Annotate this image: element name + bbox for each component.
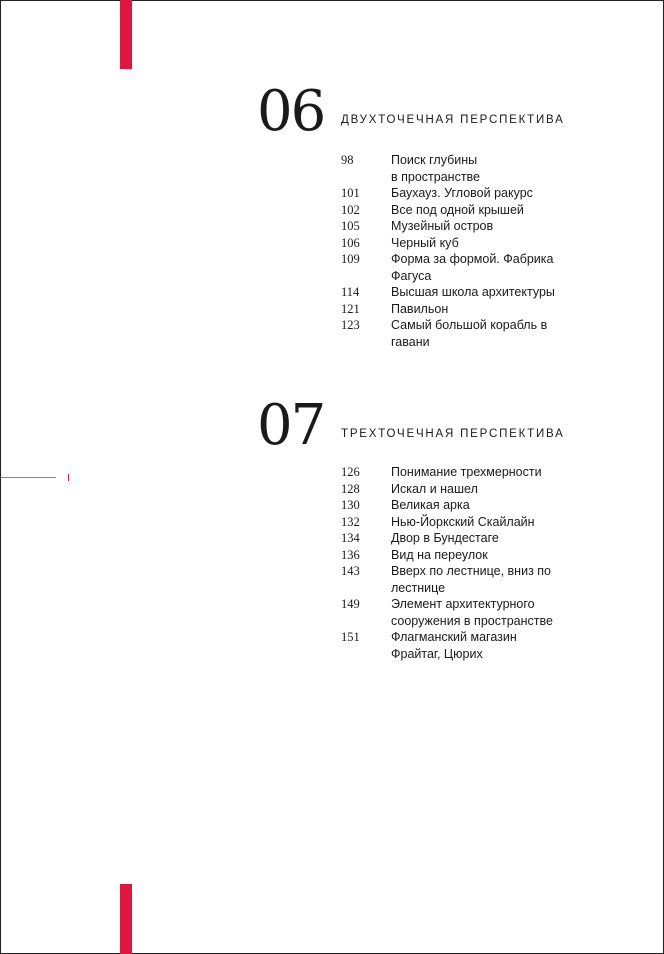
entry-title: Флагманский магазин Фрайтаг, Цюрих: [391, 630, 517, 661]
top-accent-bar: [120, 0, 132, 69]
entry-title: Поиск глубины в пространстве: [391, 153, 480, 184]
toc-entry[interactable]: [341, 629, 661, 662]
entry-title: Высшая школа архитектуры: [391, 285, 555, 299]
entry-page-number: 101: [341, 186, 360, 200]
entry-page-number: 132: [341, 514, 360, 529]
toc-entry[interactable]: [341, 284, 661, 301]
toc-entry[interactable]: [341, 235, 661, 252]
entry-title: Павильон: [391, 301, 449, 316]
toc-entry-list: [341, 152, 661, 350]
entry-page-number: 109: [341, 252, 360, 266]
entry-title: Вид на переулок: [391, 547, 488, 562]
entry-page-number: 149: [341, 597, 360, 611]
entry-title: Нью-Йоркский Скайлайн: [391, 514, 535, 529]
entry-page-number: 136: [341, 547, 360, 562]
entry-page-number: 126: [341, 465, 360, 479]
accent-hairline: [0, 477, 56, 478]
toc-entry[interactable]: [341, 301, 661, 318]
toc-entry[interactable]: [341, 185, 661, 202]
section-number: 07: [257, 393, 325, 458]
toc-entry[interactable]: [341, 317, 661, 350]
entry-title: Форма за формой. Фабрика Фагуса: [391, 252, 554, 283]
toc-entry[interactable]: [341, 514, 661, 531]
entry-page-number: 121: [341, 301, 360, 316]
bottom-accent-bar: [120, 884, 132, 954]
toc-entry-list: [341, 464, 661, 662]
entry-title: Музейный остров: [391, 219, 494, 233]
entry-title: Двор в Бундестаге: [391, 531, 499, 545]
entry-page-number: 151: [341, 630, 360, 644]
entry-page-number: 102: [341, 202, 360, 217]
entry-page-number: 134: [341, 531, 360, 545]
entry-title: Черный куб: [391, 235, 459, 250]
toc-entry[interactable]: [341, 202, 661, 219]
toc-entry[interactable]: [341, 530, 661, 547]
entry-title: Все под одной крышей: [391, 202, 524, 217]
entry-title: Вверх по лестнице, вниз по лестнице: [391, 564, 551, 595]
entry-page-number: 130: [341, 498, 360, 512]
entry-title: Самый большой корабль в гавани: [391, 318, 548, 349]
entry-title: Баухауз. Угловой ракурс: [391, 186, 533, 200]
toc-entry[interactable]: [341, 481, 661, 498]
entry-page-number: 98: [341, 153, 354, 167]
entry-page-number: 128: [341, 481, 360, 496]
entry-title: Великая арка: [391, 498, 470, 512]
entry-page-number: 143: [341, 564, 360, 578]
toc-entry[interactable]: [341, 497, 661, 514]
toc-entry[interactable]: [341, 596, 661, 629]
toc-entry[interactable]: [341, 563, 661, 596]
section-number: 06: [257, 79, 325, 144]
toc-entry[interactable]: [341, 251, 661, 284]
entry-title: Элемент архитектурного сооружения в пространстве: [391, 597, 553, 628]
accent-tick: [68, 474, 69, 481]
toc-entry[interactable]: [341, 152, 661, 185]
entry-page-number: 123: [341, 318, 360, 332]
toc-entry[interactable]: [341, 218, 661, 235]
section-title: ДВУХТОЧЕЧНАЯ ПЕРСПЕКТИВА: [341, 114, 565, 126]
section-title: ТРЕХТОЧЕЧНАЯ ПЕРСПЕКТИВА: [341, 428, 565, 440]
entry-title: Искал и нашел: [391, 481, 478, 496]
entry-page-number: 106: [341, 235, 360, 250]
entry-title: Понимание трехмерности: [391, 465, 542, 479]
entry-page-number: 105: [341, 219, 360, 233]
entry-page-number: 114: [341, 285, 360, 299]
toc-entry[interactable]: [341, 464, 661, 481]
toc-entry[interactable]: [341, 547, 661, 564]
